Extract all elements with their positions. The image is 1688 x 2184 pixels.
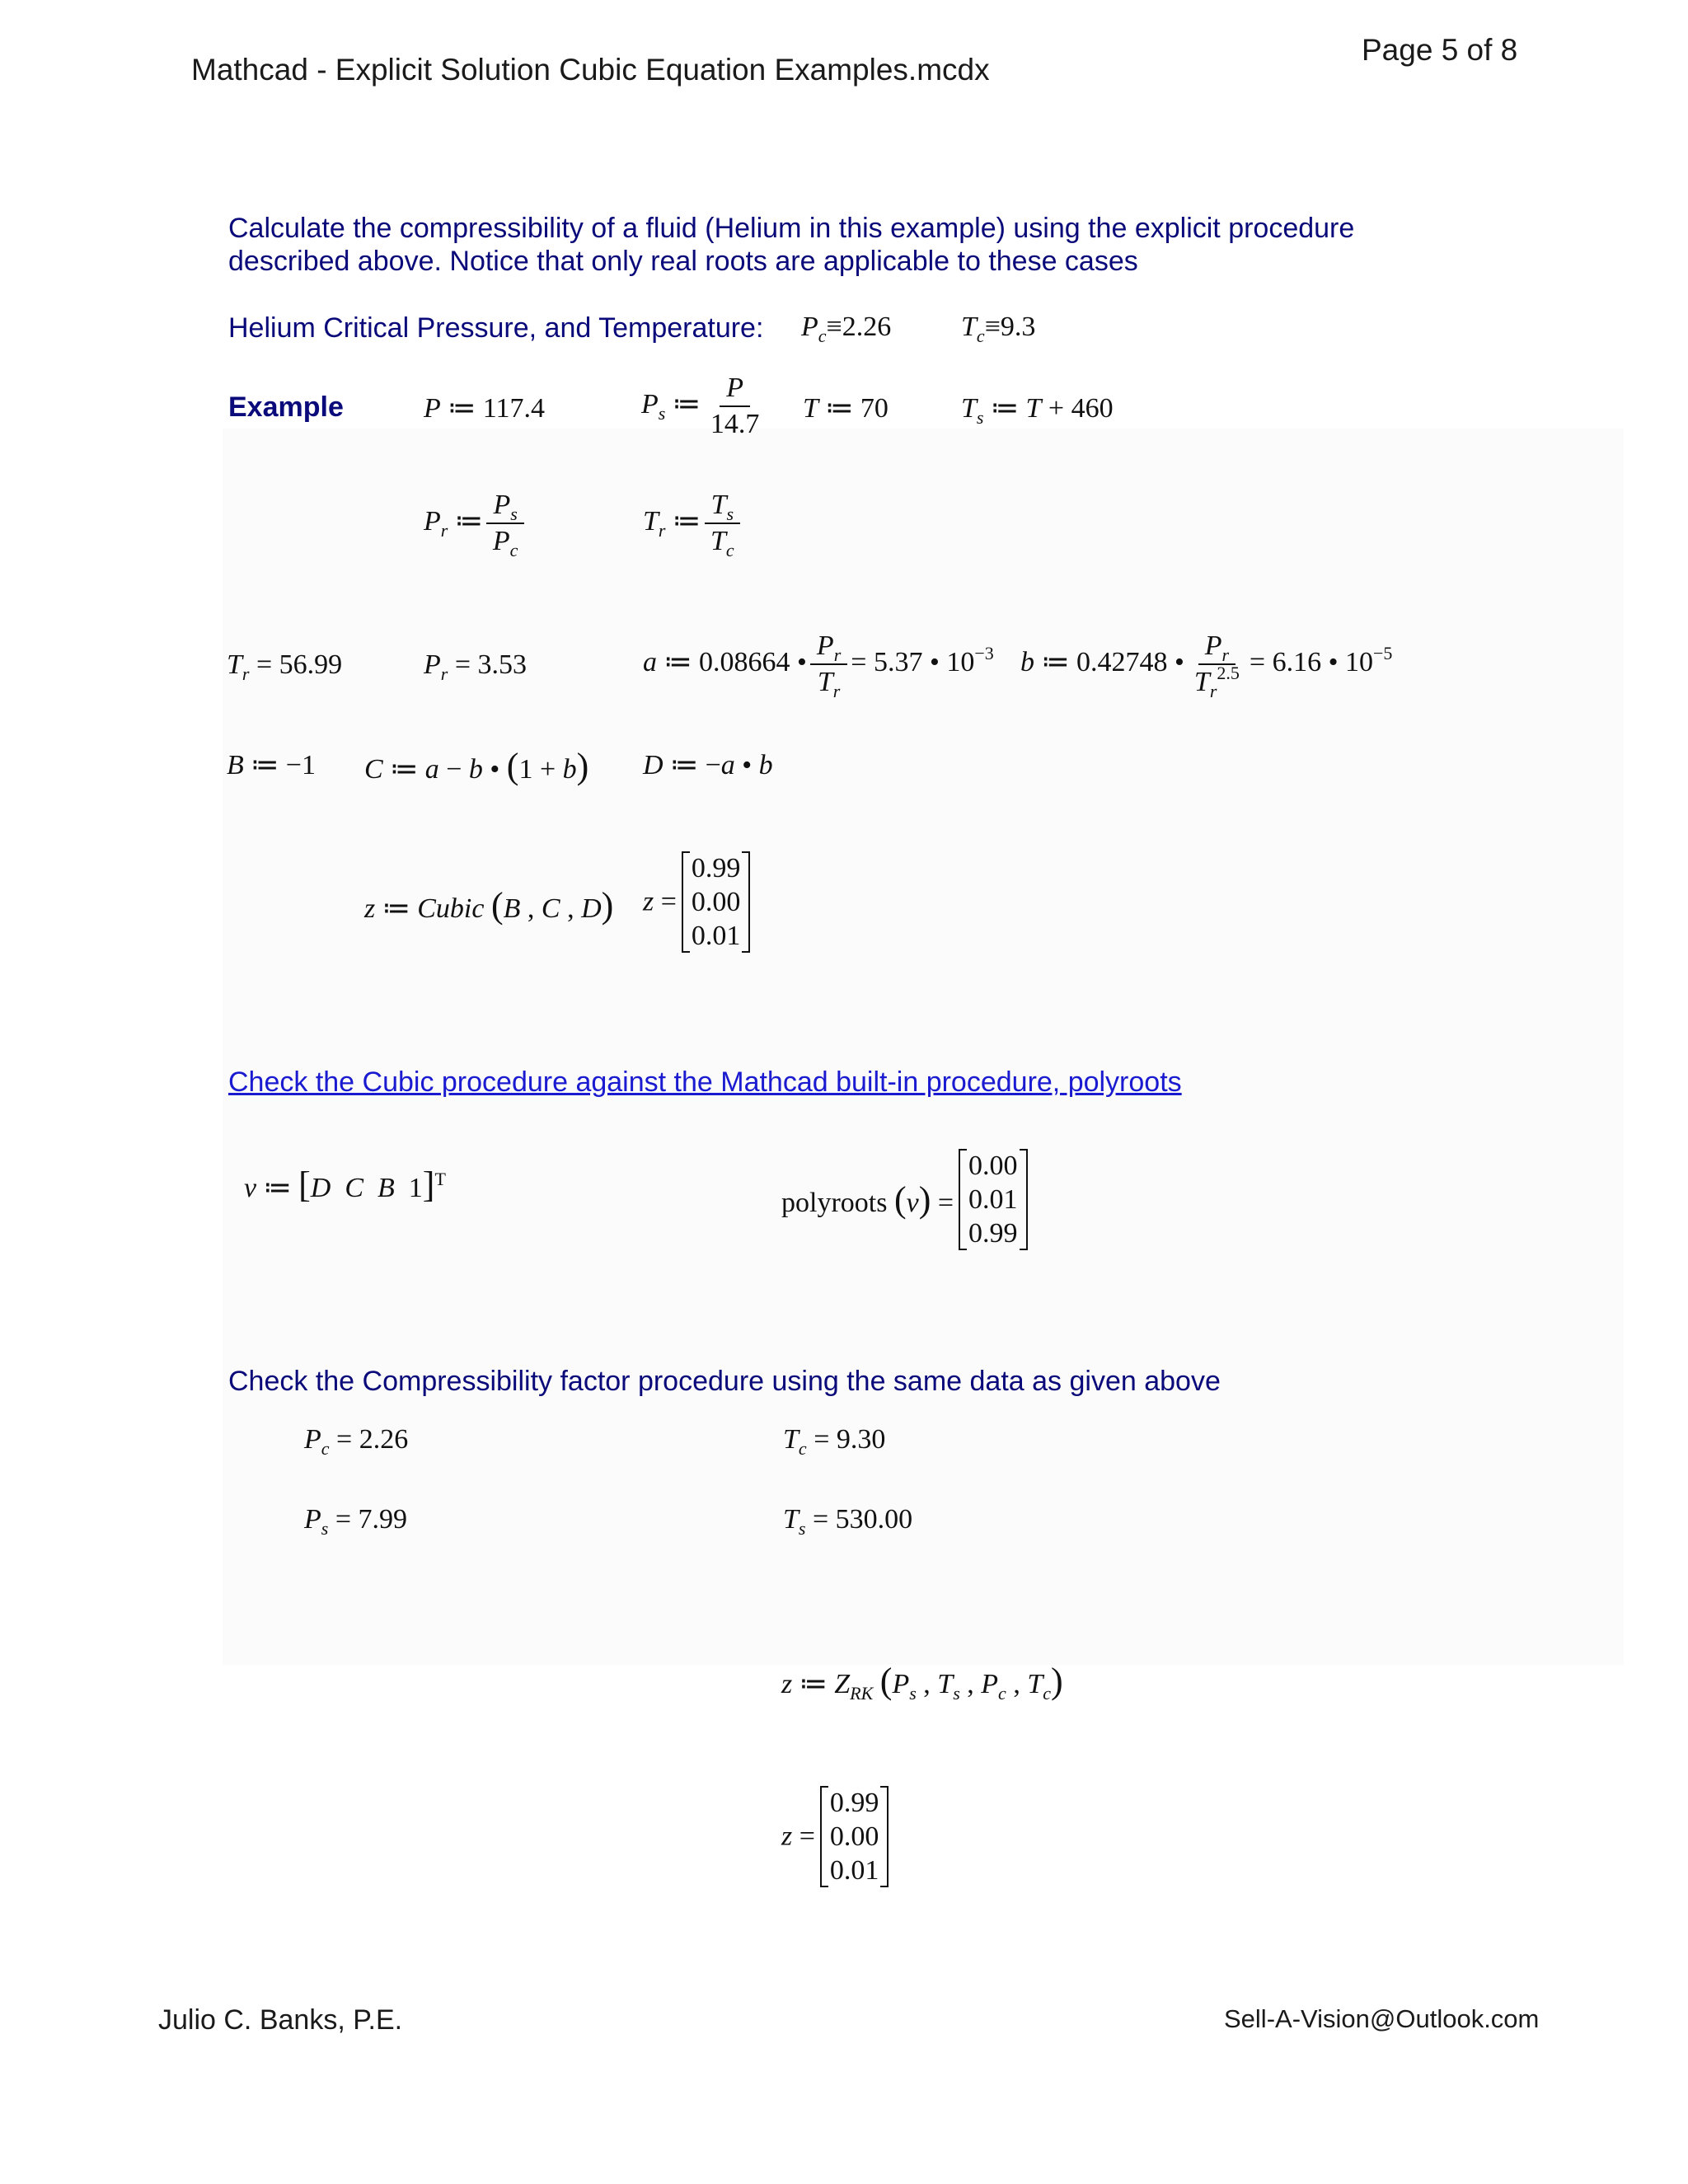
pc-value: 2.26: [842, 312, 892, 342]
a-exponent: −3: [974, 642, 994, 663]
matrix-cell: 0.00: [829, 1821, 879, 1852]
intro-line-2: described above. Notice that only real roots are applicable to these cases: [228, 246, 1138, 277]
a-definition: a ≔ 0.08664 • $\frac{P_r}{T_r}$ = 5.37 • $10^{-3}$: [643, 630, 994, 701]
b-upper-value: −1: [285, 750, 316, 780]
pr-value: 3.53: [477, 649, 528, 680]
tc-definition: $T_c\equiv 9.3$: [961, 312, 1036, 346]
polyroots-matrix: [959, 1149, 1028, 1250]
ts-check: $T_s = 530.00$: [783, 1504, 913, 1539]
ps-fraction: $\frac{P}{14.7}$: [704, 373, 767, 440]
critical-label: Helium Critical Pressure, and Temperature:: [228, 312, 764, 344]
z-cubic-definition: z ≔ Cubic (B , C , D): [364, 885, 614, 926]
pr-definition: $P_r$ ≔ $\frac{P_s}{P_c}$: [424, 490, 528, 557]
pr-result: $P_r = 3.53$: [424, 649, 528, 684]
matrix-cell: 0.01: [691, 921, 741, 951]
a-coefficient: 0.08664: [699, 646, 790, 677]
tr-definition: $T_r$ ≔ $\frac{T_s}{T_c}$: [643, 490, 744, 557]
footer-author: Julio C. Banks, P.E.: [158, 2004, 403, 2036]
matrix-cell: 0.00: [968, 1151, 1018, 1181]
t-definition: T ≔ 70: [803, 393, 889, 424]
matrix-cell: 0.00: [691, 887, 741, 917]
ps-check-value: 7.99: [358, 1504, 408, 1535]
pc-check-value: 2.26: [359, 1424, 409, 1455]
ps-definition: $P_s$ ≔ $\frac{P}{14.7}$: [641, 373, 769, 440]
b-upper-definition: B ≔ −1: [227, 750, 316, 780]
page-number: Page 5 of 8: [1362, 33, 1518, 67]
tc-check: $T_c = 9.30$: [783, 1424, 886, 1459]
ps-denominator: 14.7: [710, 409, 760, 439]
compress-heading: Check the Compressibility factor procedure using the same data as given above: [228, 1366, 1221, 1397]
matrix-cell: 0.99: [829, 1788, 879, 1818]
a-value: 5.37: [873, 646, 923, 677]
z-rk-matrix: [820, 1786, 889, 1887]
v-definition: v ≔ [D C B 1]$^T$: [244, 1165, 446, 1205]
p-definition: P ≔ 117.4: [424, 393, 546, 424]
t-value: 70: [860, 393, 889, 424]
matrix-cell: 0.01: [829, 1855, 879, 1886]
ps-check: $P_s = 7.99$: [304, 1504, 408, 1539]
b-value: 6.16: [1272, 646, 1322, 677]
pc-check: $P_c = 2.26$: [304, 1424, 409, 1459]
intro-line-1: Calculate the compressibility of a fluid (Helium in this example) using the explicit procedure: [228, 213, 1355, 244]
tc-check-value: 9.30: [836, 1424, 886, 1455]
tc-value: 9.3: [1000, 312, 1036, 342]
z-rk-result: z = 0.99 0.00 0.01: [781, 1786, 889, 1887]
worksheet-region: [223, 429, 1624, 1665]
zrk-subscript: RK: [850, 1683, 874, 1704]
b-exponent: −5: [1372, 642, 1393, 663]
b-power: 2.5: [1217, 663, 1240, 683]
tr-value: 56.99: [279, 649, 343, 680]
polyroots-result: polyroots (v) = 0.00 0.01 0.99: [781, 1149, 1028, 1250]
polyroots-function: polyroots: [781, 1188, 888, 1218]
matrix-cell: 0.99: [968, 1218, 1018, 1249]
z-cubic-result: z = 0.99 0.00 0.01: [643, 851, 750, 953]
p-value: 117.4: [482, 393, 546, 424]
matrix-cell: 0.99: [691, 853, 741, 883]
ts-add-value: 460: [1071, 393, 1114, 424]
pc-definition: $P_c\equiv 2.26$: [801, 312, 892, 346]
example-label: Example: [228, 391, 344, 423]
z-rk-definition: z ≔ $Z_{RK}$ ($P_s$ , $T_s$ , $P_c$ , $T_c$): [781, 1661, 1063, 1704]
b-coefficient: 0.42748: [1076, 646, 1168, 677]
tr-result: $T_r = 56.99$: [227, 649, 343, 684]
b-definition: b ≔ 0.42748 • $\frac{P_r}{T_r^{2.5}}$ = 6.16 • $10^{-5}$: [1020, 630, 1393, 701]
matrix-cell: 0.01: [968, 1184, 1018, 1215]
d-definition: D ≔ −a • b: [643, 750, 773, 780]
polyroots-link[interactable]: Check the Cubic procedure against the Mathcad built-in procedure, polyroots: [228, 1066, 1182, 1098]
ts-definition: $T_s$ ≔ T + 460: [961, 393, 1114, 428]
z-cubic-matrix: [682, 851, 751, 953]
ts-check-value: 530.00: [835, 1504, 913, 1535]
footer-email[interactable]: Sell-A-Vision@Outlook.com: [1224, 2004, 1540, 2033]
c-definition: C ≔ a − b • (1 + b): [364, 746, 589, 786]
document-title: Mathcad - Explicit Solution Cubic Equation Examples.mcdx: [191, 53, 990, 87]
